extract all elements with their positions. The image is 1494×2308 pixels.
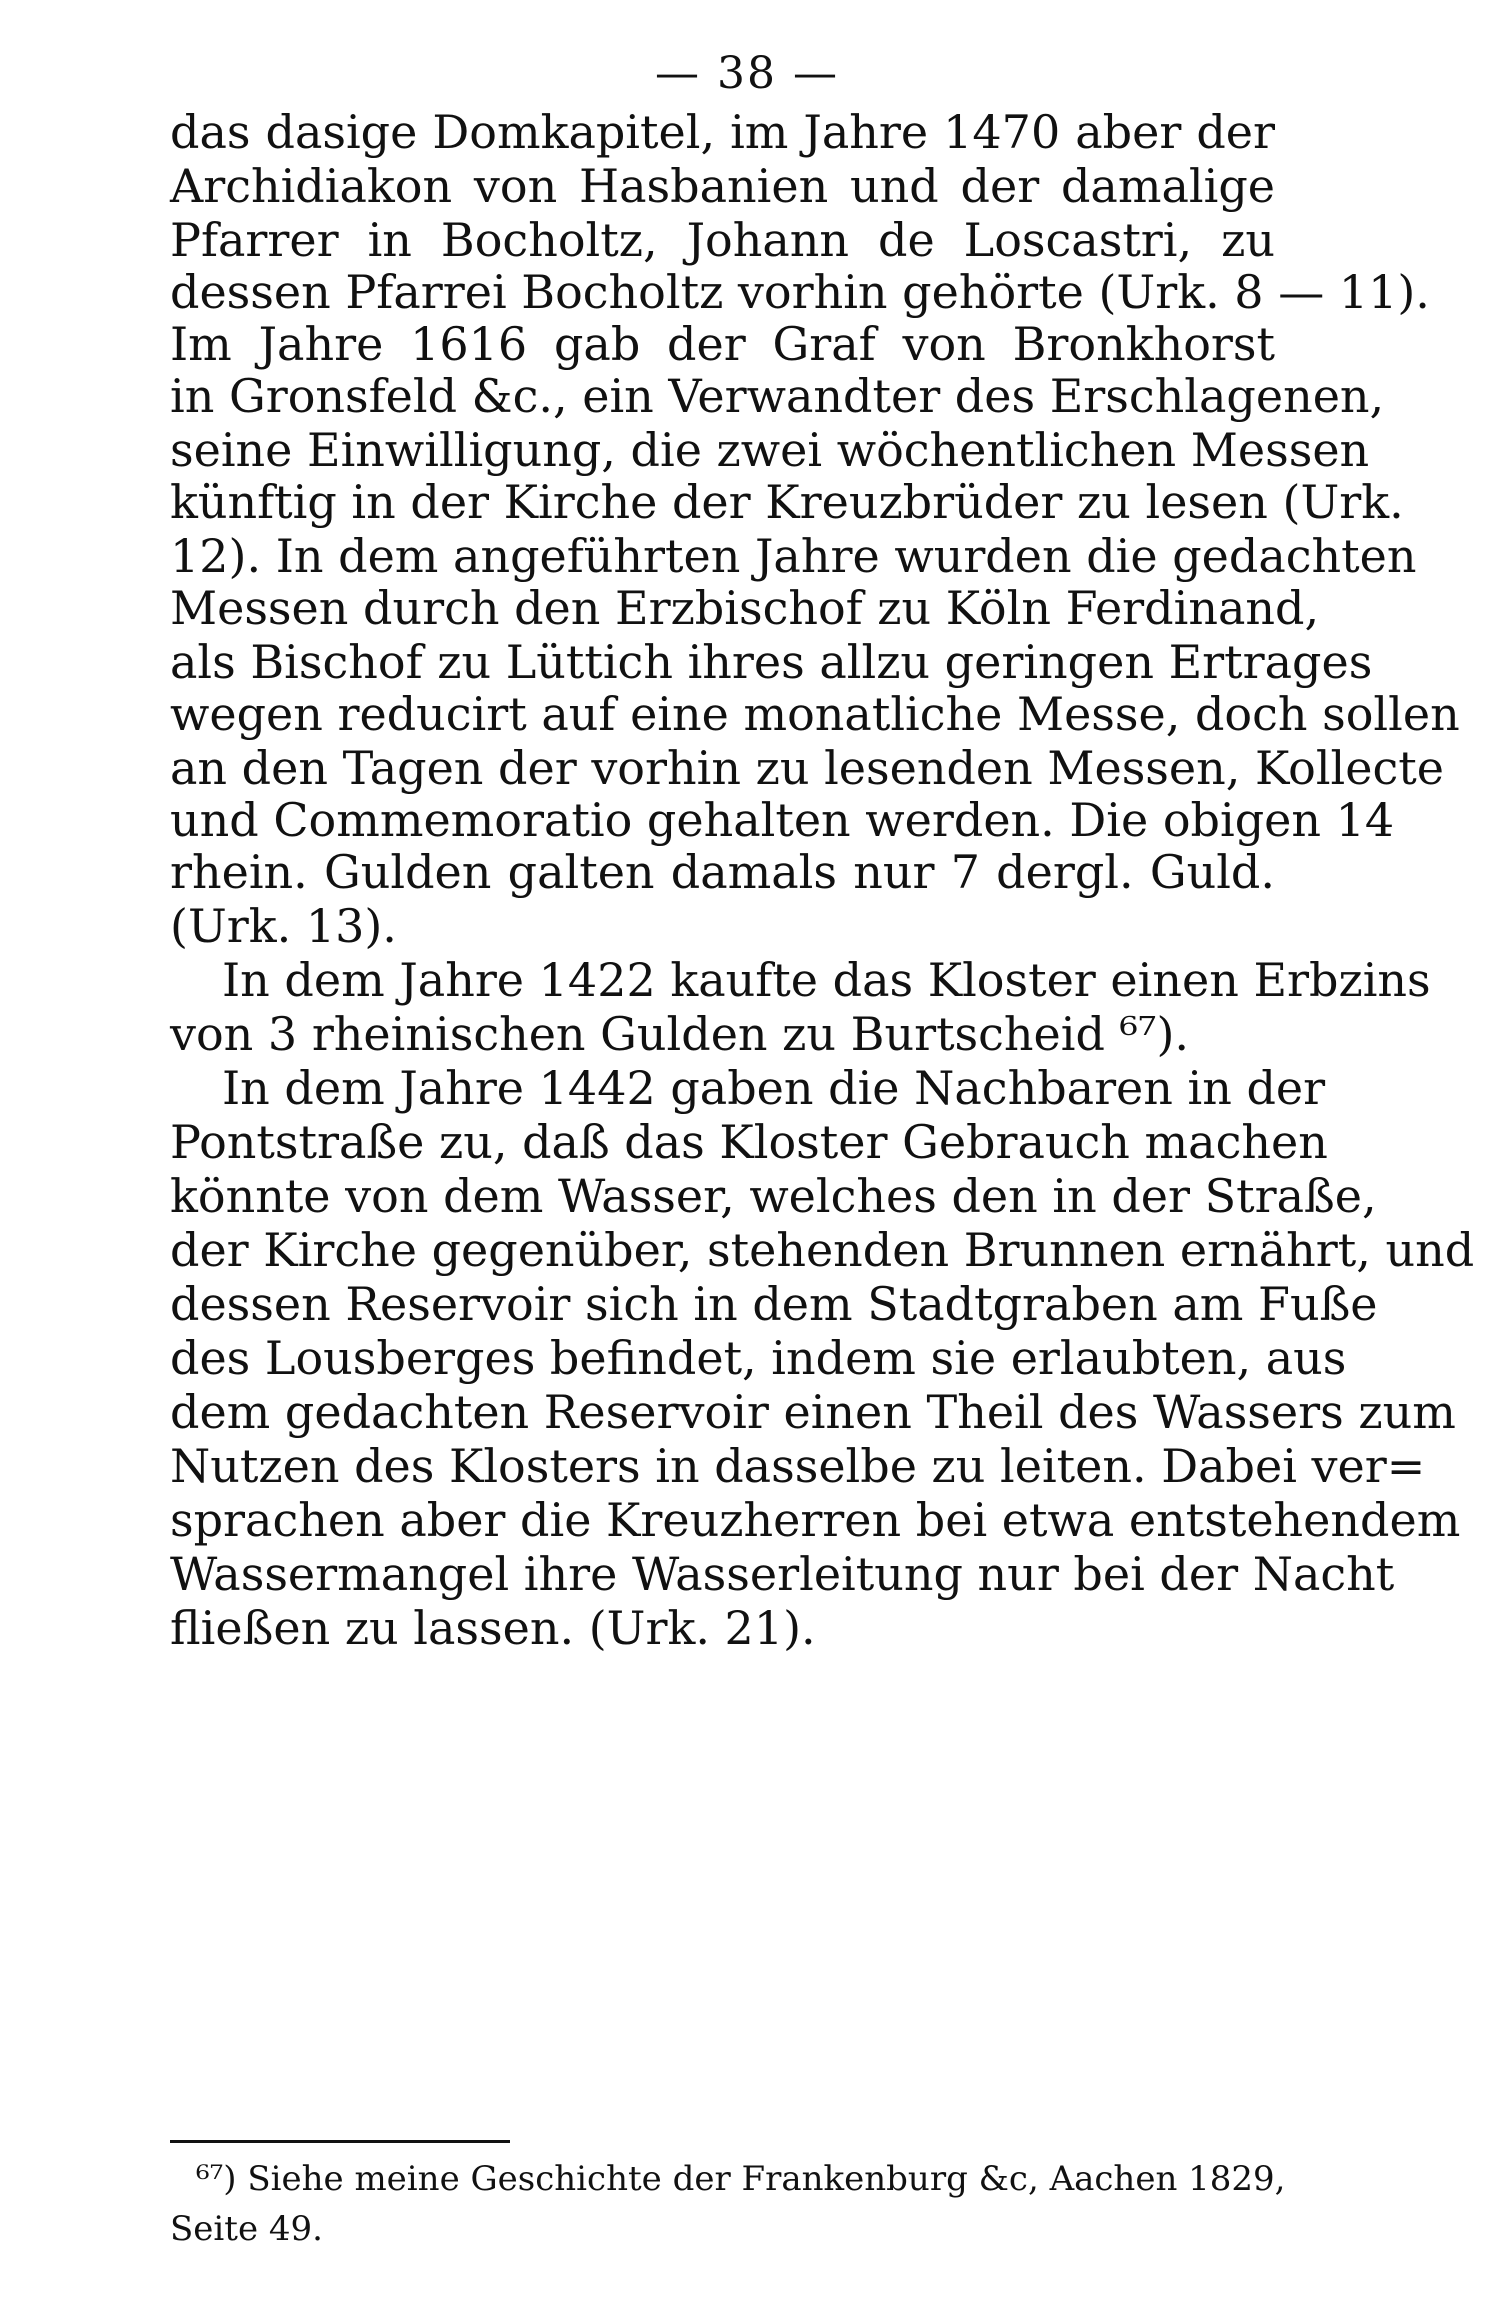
text-line: künftig in der Kirche der Kreuzbrüder zu lesen (Urk.	[170, 475, 1404, 529]
text-line: der Kirche gegenüber, stehenden Brunnen ernährt, und	[170, 1223, 1475, 1277]
text-line: Pfarrer in Bocholtz, Johann de Loscastri, zu	[170, 213, 1275, 267]
text-line: dem gedachten Reservoir einen Theil des Wassers zum	[170, 1385, 1456, 1439]
text-line: dessen Reservoir sich in dem Stadtgraben am Fuße	[170, 1277, 1378, 1331]
footnote-line: Seite 49.	[170, 2209, 323, 2249]
text-line: In dem Jahre 1442 gaben die Nachbaren in der	[222, 1061, 1326, 1115]
text-line: Pontstraße zu, daß das Kloster Gebrauch machen	[170, 1115, 1328, 1169]
text-line: von 3 rheinischen Gulden zu Burtscheid ⁶⁷).	[170, 1007, 1190, 1061]
text-line: in Gronsfeld &c., ein Verwandter des Erschlagenen,	[170, 369, 1385, 423]
text-line: rhein. Gulden galten damals nur 7 dergl. Guld.	[170, 845, 1275, 899]
page-number: — 38 —	[655, 48, 839, 99]
text-line: seine Einwilligung, die zwei wöchentlichen Messen	[170, 423, 1370, 477]
text-line: Archidiakon von Hasbanien und der damalige	[170, 159, 1275, 213]
text-line: an den Tagen der vorhin zu lesenden Messen, Kollecte	[170, 741, 1444, 795]
footnote-divider	[170, 2140, 510, 2143]
text-line: des Lousberges befindet, indem sie erlaubten, aus	[170, 1331, 1347, 1385]
text-line: (Urk. 13).	[170, 899, 397, 953]
text-line: In dem Jahre 1422 kaufte das Kloster einen Erbzins	[222, 953, 1431, 1007]
text-line: Nutzen des Klosters in dasselbe zu leiten. Dabei ver=	[170, 1439, 1426, 1493]
text-line: wegen reducirt auf eine monatliche Messe, doch sollen	[170, 687, 1460, 741]
text-line: dessen Pfarrei Bocholtz vorhin gehörte (Urk. 8 — 11).	[170, 265, 1430, 319]
text-line: könnte von dem Wasser, welches den in der Straße,	[170, 1169, 1377, 1223]
footnote-line: ⁶⁷) Siehe meine Geschichte der Frankenburg &c, Aachen 1829,	[196, 2159, 1286, 2199]
text-line: Messen durch den Erzbischof zu Köln Ferdinand,	[170, 581, 1320, 635]
text-line: Wassermangel ihre Wasserleitung nur bei der Nacht	[170, 1547, 1395, 1601]
text-line: das dasige Domkapitel, im Jahre 1470 aber der	[170, 105, 1275, 159]
text-line: sprachen aber die Kreuzherren bei etwa entstehendem	[170, 1493, 1461, 1547]
text-line: fließen zu lassen. (Urk. 21).	[170, 1601, 816, 1655]
text-line: als Bischof zu Lüttich ihres allzu geringen Ertrages	[170, 635, 1373, 689]
text-line: Im Jahre 1616 gab der Graf von Bronkhorst	[170, 317, 1275, 371]
text-line: 12). In dem angeführten Jahre wurden die gedachten	[170, 529, 1417, 583]
text-line: und Commemoratio gehalten werden. Die obigen 14	[170, 793, 1395, 847]
